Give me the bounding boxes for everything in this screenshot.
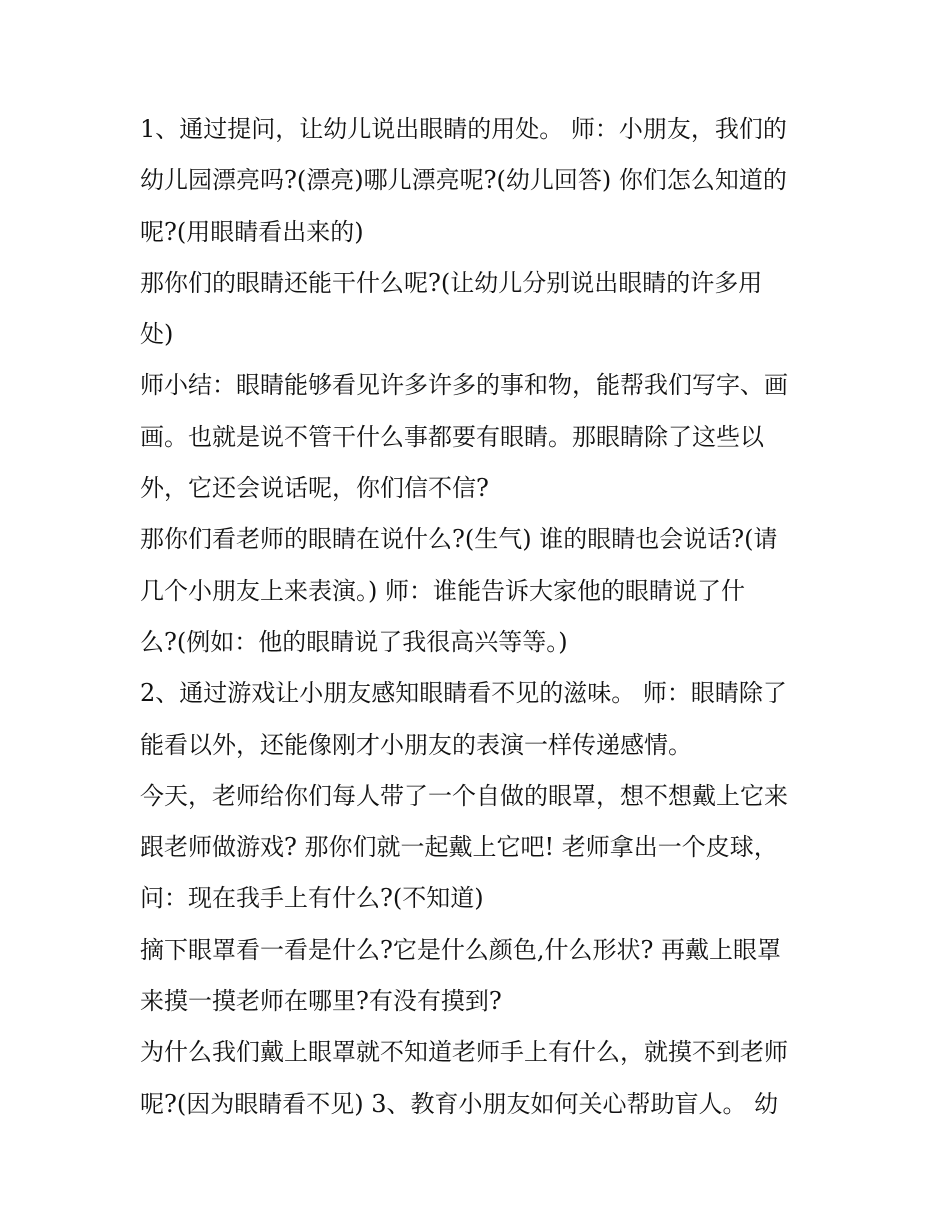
text-line: 2、通过游戏让小朋友感知眼睛看不见的滋味。 师：眼睛除了: [140, 679, 787, 708]
text-line: 外，它还会说话呢，你们信不信?: [140, 474, 489, 503]
text-line: 呢?(用眼睛看出来的): [140, 217, 364, 246]
text-line: 来摸一摸老师在哪里?有没有摸到?: [140, 987, 502, 1016]
text-line: 师小结：眼睛能够看见许多许多的事和物，能帮我们写字、画: [140, 371, 788, 400]
text-line: 摘下眼罩看一看是什么?它是什么颜色,什么形状? 再戴上眼罩: [140, 935, 781, 964]
text-line: 1、通过提问，让幼儿说出眼睛的用处。 师：小朋友，我们的: [140, 115, 787, 143]
text-line: 那你们看老师的眼睛在说什么?(生气) 谁的眼睛也会说话?(请: [140, 525, 778, 554]
text-line: 能看以外，还能像刚才小朋友的表演一样传递感情。: [140, 730, 692, 759]
text-line: 画。也就是说不管干什么事都要有眼睛。那眼睛除了这些以: [140, 422, 764, 451]
text-line: 为什么我们戴上眼罩就不知道老师手上有什么，就摸不到老师: [140, 1038, 788, 1067]
text-line: 今天，老师给你们每人带了一个自做的眼罩，想不想戴上它来: [140, 781, 788, 810]
text-line: 那你们的眼睛还能干什么呢?(让幼儿分别说出眼睛的许多用: [140, 268, 763, 297]
text-line: 么?(例如：他的眼睛说了我很高兴等等。): [140, 627, 568, 656]
text-line: 问：现在我手上有什么?(不知道): [140, 884, 484, 913]
text-line: 呢?(因为眼睛看不见) 3、教育小朋友如何关心帮助盲人。 幼: [140, 1089, 779, 1118]
body-text: [140, 104, 820, 1130]
text-line: 处): [140, 320, 174, 349]
text-line: 跟老师做游戏? 那你们就一起戴上它吧! 老师拿出一个皮球，: [140, 833, 778, 862]
text-line: 幼儿园漂亮吗?(漂亮)哪儿漂亮呢?(幼儿回答) 你们怎么知道的: [140, 166, 787, 195]
text-line: 几个小朋友上来表演。) 师：谁能告诉大家他的眼睛说了什: [140, 576, 745, 605]
